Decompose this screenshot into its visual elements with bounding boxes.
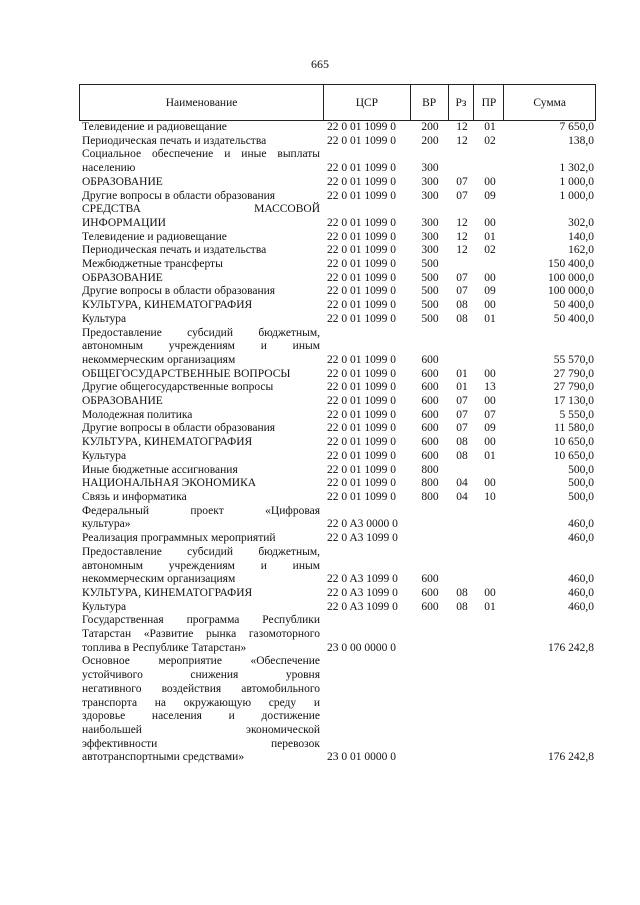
row-pr: 02 [484, 134, 496, 147]
row-sum: 1 000,0 [559, 189, 594, 202]
row-csr: 22 0 01 1099 0 [327, 121, 396, 133]
row-rz: 08 [456, 586, 468, 599]
table-row [79, 546, 596, 587]
row-name-line: наибольшей экономической [82, 723, 320, 736]
row-name-line: Периодическая печать и издательства [82, 244, 267, 257]
row-pr [475, 148, 505, 175]
row-pr: 02 [484, 244, 496, 257]
row-name [79, 436, 324, 450]
row-name-line: Другие вопросы в области образования [82, 422, 276, 435]
row-name [79, 244, 324, 258]
table-row [79, 655, 596, 765]
row-name-line: ОБЩЕГОСУДАРСТВЕННЫЕ ВОПРОСЫ [82, 367, 291, 380]
row-name-line: здоровье населения и достижение [82, 710, 320, 723]
row-pr: 00 [484, 477, 496, 490]
row-csr: 22 0 01 1099 0 [327, 381, 396, 394]
row-rz: 12 [456, 230, 468, 243]
row-rz: 07 [456, 175, 468, 188]
row-name-line: НАЦИОНАЛЬНАЯ ЭКОНОМИКА [82, 477, 257, 490]
row-name-line: негативного воздействия автомобильного [82, 682, 320, 695]
row-pr: 09 [484, 189, 496, 202]
row-vr [411, 655, 449, 765]
row-vr: 600 [421, 586, 439, 599]
header-rz: Рз [449, 85, 475, 120]
row-name [79, 381, 324, 395]
row-name-line: устойчивого снижения уровня [82, 669, 320, 682]
header-name: Наименование [80, 85, 324, 120]
row-name [79, 285, 324, 299]
row-pr: 00 [484, 367, 496, 380]
row-name [79, 231, 324, 245]
row-sum: 50 400,0 [553, 312, 594, 325]
row-name-line: Телевидение и радиовещание [82, 230, 227, 243]
row-name-line: Межбюджетные трансферты [82, 258, 223, 271]
header-csr: ЦСР [324, 85, 411, 120]
row-name-line: Социальное обеспечение и иные выплаты [82, 148, 320, 161]
row-name [79, 190, 324, 204]
row-name [79, 505, 324, 532]
row-name-line: топлива в Республике Татарстан» [82, 641, 247, 654]
row-name [79, 614, 324, 655]
table-row [79, 285, 596, 299]
row-pr [475, 505, 505, 532]
row-csr: 22 0 01 1099 0 [327, 244, 396, 257]
row-sum: 176 242,8 [548, 751, 594, 764]
table-row [79, 368, 596, 382]
table-row [79, 244, 596, 258]
row-vr: 500 [421, 312, 439, 325]
row-vr: 600 [421, 353, 439, 366]
row-name-line: автономным учреждениям и иным [82, 340, 320, 353]
row-sum: 1 302,0 [559, 162, 594, 175]
table-row [79, 505, 596, 532]
row-pr: 00 [484, 586, 496, 599]
row-name [79, 299, 324, 313]
row-name-line: ОБРАЗОВАНИЕ [82, 271, 163, 284]
row-vr [411, 614, 449, 655]
row-csr: 22 0 01 1099 0 [327, 490, 396, 503]
row-sum: 55 570,0 [553, 353, 594, 366]
row-csr: 22 0 A3 1099 0 [327, 600, 398, 613]
row-name-line: Основное мероприятие «Обеспечение [82, 655, 320, 668]
row-pr: 09 [484, 422, 496, 435]
row-name [79, 477, 324, 491]
row-pr: 00 [484, 395, 496, 408]
table-row [79, 491, 596, 505]
table-row [79, 409, 596, 423]
row-vr [411, 532, 449, 546]
row-rz: 08 [456, 299, 468, 312]
row-rz: 12 [456, 134, 468, 147]
row-name-line: Культура [82, 449, 127, 462]
row-rz [449, 258, 475, 272]
row-name [79, 135, 324, 149]
row-name [79, 327, 324, 368]
row-name-line: Другие вопросы в области образования [82, 189, 276, 202]
row-name-line: Предоставление субсидий бюджетным, [82, 545, 320, 558]
row-name-line: населению [82, 162, 136, 175]
row-vr: 300 [421, 216, 439, 229]
row-name [79, 258, 324, 272]
row-name-line: Иные бюджетные ассигнования [82, 463, 238, 476]
row-pr: 00 [484, 216, 496, 229]
table-header [79, 84, 596, 121]
row-name [79, 546, 324, 587]
row-sum: 460,0 [568, 518, 594, 531]
row-rz [449, 505, 475, 532]
row-sum: 460,0 [568, 573, 594, 586]
row-vr: 600 [421, 449, 439, 462]
row-name [79, 176, 324, 190]
table-row [79, 176, 596, 190]
row-rz [449, 532, 475, 546]
row-pr: 13 [484, 381, 496, 394]
row-pr: 10 [484, 490, 496, 503]
row-csr: 22 0 01 1099 0 [327, 299, 396, 312]
row-pr [475, 546, 505, 587]
row-vr: 600 [421, 395, 439, 408]
row-sum: 1 000,0 [559, 175, 594, 188]
table-row [79, 601, 596, 615]
row-pr: 00 [484, 299, 496, 312]
row-pr [475, 655, 505, 765]
row-vr: 600 [421, 436, 439, 449]
table-row [79, 203, 596, 230]
row-csr: 22 0 01 1099 0 [327, 463, 396, 476]
row-name-line: Реализация программных мероприятий [82, 532, 276, 545]
row-vr: 500 [421, 258, 439, 271]
row-name-line: Государственная программа Республики [82, 614, 320, 627]
row-csr: 22 0 01 1099 0 [327, 477, 396, 490]
row-sum: 176 242,8 [548, 641, 594, 654]
row-name-line: Телевидение и радиовещание [82, 121, 227, 133]
row-rz [449, 148, 475, 175]
row-pr: 01 [484, 449, 496, 462]
table-row [79, 148, 596, 175]
table-row [79, 190, 596, 204]
row-csr: 22 0 01 1099 0 [327, 216, 396, 229]
row-sum: 162,0 [568, 244, 594, 257]
row-rz: 08 [456, 436, 468, 449]
row-sum: 50 400,0 [553, 299, 594, 312]
row-sum: 302,0 [568, 216, 594, 229]
row-sum: 17 130,0 [553, 395, 594, 408]
row-sum: 150 400,0 [548, 258, 594, 271]
row-rz: 07 [456, 422, 468, 435]
row-csr: 22 0 01 1099 0 [327, 449, 396, 462]
table-row [79, 299, 596, 313]
row-rz: 12 [456, 216, 468, 229]
row-rz: 07 [456, 271, 468, 284]
row-name [79, 655, 324, 765]
row-pr: 00 [484, 175, 496, 188]
row-name-line: СРЕДСТВА МАССОВОЙ [82, 203, 320, 216]
row-name-line: транспорта на окружающую среду и [82, 696, 320, 709]
row-rz [449, 655, 475, 765]
row-csr: 22 0 01 1099 0 [327, 285, 396, 298]
header-pr: ПР [474, 85, 504, 120]
row-vr: 300 [421, 230, 439, 243]
row-vr: 200 [421, 121, 439, 133]
row-name [79, 491, 324, 505]
row-name [79, 368, 324, 382]
row-name [79, 272, 324, 286]
row-sum: 460,0 [568, 600, 594, 613]
page-number: 665 [311, 57, 329, 71]
table-row [79, 231, 596, 245]
row-csr: 22 0 01 1099 0 [327, 258, 396, 271]
row-rz: 04 [456, 490, 468, 503]
table-row [79, 395, 596, 409]
row-rz: 01 [456, 381, 468, 394]
row-name-line: культура» [82, 518, 131, 531]
row-sum: 138,0 [568, 134, 594, 147]
row-vr: 600 [421, 600, 439, 613]
row-rz: 07 [456, 285, 468, 298]
row-csr: 22 0 01 1099 0 [327, 175, 396, 188]
row-name-line: ОБРАЗОВАНИЕ [82, 395, 163, 408]
table-body [79, 121, 596, 765]
row-name [79, 587, 324, 601]
row-sum: 500,0 [568, 477, 594, 490]
row-name-line: Культура [82, 600, 127, 613]
row-vr: 600 [421, 381, 439, 394]
row-csr: 22 0 01 1099 0 [327, 271, 396, 284]
row-sum: 460,0 [568, 586, 594, 599]
row-vr: 600 [421, 408, 439, 421]
row-vr: 500 [421, 271, 439, 284]
row-name-line: некоммерческим организациям [82, 573, 236, 586]
row-rz: 07 [456, 408, 468, 421]
row-name-line: ИНФОРМАЦИИ [82, 216, 166, 229]
row-csr: 23 0 01 0000 0 [327, 751, 396, 764]
row-name [79, 601, 324, 615]
table-row [79, 258, 596, 272]
row-sum: 100 000,0 [548, 285, 594, 298]
row-vr: 600 [421, 367, 439, 380]
row-pr: 07 [484, 408, 496, 421]
row-csr: 22 0 A3 1099 0 [327, 586, 398, 599]
row-rz: 12 [456, 244, 468, 257]
row-vr: 800 [421, 463, 439, 476]
row-name-line: автономным учреждениям и иным [82, 559, 320, 572]
row-sum: 10 650,0 [553, 449, 594, 462]
row-name [79, 313, 324, 327]
row-csr: 22 0 A3 1099 0 [327, 532, 398, 545]
row-name-line: Связь и информатика [82, 490, 187, 503]
row-sum: 140,0 [568, 230, 594, 243]
row-pr [475, 258, 505, 272]
row-pr: 00 [484, 271, 496, 284]
row-name-line: ОБРАЗОВАНИЕ [82, 175, 163, 188]
row-sum: 460,0 [568, 532, 594, 545]
row-pr: 01 [484, 600, 496, 613]
row-rz [449, 464, 475, 478]
row-sum: 10 650,0 [553, 436, 594, 449]
table-row [79, 272, 596, 286]
row-vr: 800 [421, 490, 439, 503]
row-sum: 5 550,0 [559, 408, 594, 421]
row-name [79, 450, 324, 464]
table-row [79, 313, 596, 327]
table-row [79, 464, 596, 478]
row-rz: 12 [456, 121, 468, 133]
table-row [79, 436, 596, 450]
table-row [79, 381, 596, 395]
row-sum: 27 790,0 [553, 381, 594, 394]
table-row [79, 121, 596, 135]
row-sum: 500,0 [568, 490, 594, 503]
row-csr: 22 0 01 1099 0 [327, 395, 396, 408]
row-vr: 500 [421, 285, 439, 298]
row-name-line: Предоставление субсидий бюджетным, [82, 326, 320, 339]
row-name-line: Татарстан «Развитие рынка газомоторного [82, 628, 320, 641]
row-pr: 09 [484, 285, 496, 298]
row-pr [475, 614, 505, 655]
row-csr: 22 0 01 1099 0 [327, 189, 396, 202]
row-name-line: Периодическая печать и издательства [82, 134, 267, 147]
row-csr: 22 0 01 1099 0 [327, 134, 396, 147]
table-row [79, 532, 596, 546]
row-csr: 22 0 01 1099 0 [327, 367, 396, 380]
row-csr: 22 0 01 1099 0 [327, 422, 396, 435]
row-vr: 300 [421, 162, 439, 175]
row-csr: 22 0 A3 1099 0 [327, 573, 398, 586]
row-name [79, 422, 324, 436]
row-rz [449, 546, 475, 587]
row-name [79, 148, 324, 175]
table-row [79, 135, 596, 149]
row-name-line: КУЛЬТУРА, КИНЕМАТОГРАФИЯ [82, 299, 253, 312]
row-name-line: Культура [82, 312, 127, 325]
row-name-line: Молодежная политика [82, 408, 193, 421]
row-rz [449, 327, 475, 368]
row-name-line: эффективности перевозок [82, 737, 320, 750]
row-sum: 100 000,0 [548, 271, 594, 284]
row-vr: 200 [421, 134, 439, 147]
row-vr: 600 [421, 573, 439, 586]
header-vr: ВР [411, 85, 449, 120]
row-pr: 00 [484, 436, 496, 449]
row-csr: 22 0 A3 0000 0 [327, 518, 398, 531]
row-vr: 500 [421, 299, 439, 312]
row-name [79, 464, 324, 478]
table-row [79, 477, 596, 491]
row-rz: 08 [456, 600, 468, 613]
header-sum: Сумма [533, 96, 566, 109]
row-name-line: КУЛЬТУРА, КИНЕМАТОГРАФИЯ [82, 436, 253, 449]
row-rz: 01 [456, 367, 468, 380]
row-rz: 08 [456, 449, 468, 462]
row-vr: 600 [421, 422, 439, 435]
row-name-line: Другие общегосударственные вопросы [82, 381, 274, 394]
table-row [79, 422, 596, 436]
row-rz: 07 [456, 395, 468, 408]
row-name-line: автотранспортными средствами» [82, 751, 245, 764]
row-rz [449, 614, 475, 655]
row-name [79, 532, 324, 546]
row-rz: 08 [456, 312, 468, 325]
row-sum: 500,0 [568, 463, 594, 476]
row-pr [475, 327, 505, 368]
row-vr: 300 [421, 244, 439, 257]
row-csr: 22 0 01 1099 0 [327, 408, 396, 421]
row-pr [475, 532, 505, 546]
row-name-line: некоммерческим организациям [82, 353, 236, 366]
row-name [79, 409, 324, 423]
row-name [79, 121, 324, 135]
row-pr: 01 [484, 230, 496, 243]
row-csr: 22 0 01 1099 0 [327, 436, 396, 449]
table-row [79, 614, 596, 655]
row-name-line: Федеральный проект «Цифровая [82, 504, 320, 517]
row-sum: 27 790,0 [553, 367, 594, 380]
table-row [79, 327, 596, 368]
table-row [79, 450, 596, 464]
row-csr: 22 0 01 1099 0 [327, 312, 396, 325]
row-rz: 04 [456, 477, 468, 490]
row-name-line: Другие вопросы в области образования [82, 285, 276, 298]
row-vr: 300 [421, 189, 439, 202]
row-sum: 7 650,0 [559, 121, 594, 133]
row-pr [475, 464, 505, 478]
row-vr: 800 [421, 477, 439, 490]
row-sum: 11 580,0 [554, 422, 594, 435]
row-vr: 300 [421, 175, 439, 188]
row-name-line: КУЛЬТУРА, КИНЕМАТОГРАФИЯ [82, 586, 253, 599]
row-pr: 01 [484, 121, 496, 133]
row-name [79, 203, 324, 230]
row-pr: 01 [484, 312, 496, 325]
table-row [79, 587, 596, 601]
row-vr [411, 505, 449, 532]
row-rz: 07 [456, 189, 468, 202]
row-csr: 22 0 01 1099 0 [327, 230, 396, 243]
row-name [79, 395, 324, 409]
row-csr: 22 0 01 1099 0 [327, 162, 396, 175]
row-csr: 23 0 00 0000 0 [327, 641, 396, 654]
row-csr: 22 0 01 1099 0 [327, 353, 396, 366]
